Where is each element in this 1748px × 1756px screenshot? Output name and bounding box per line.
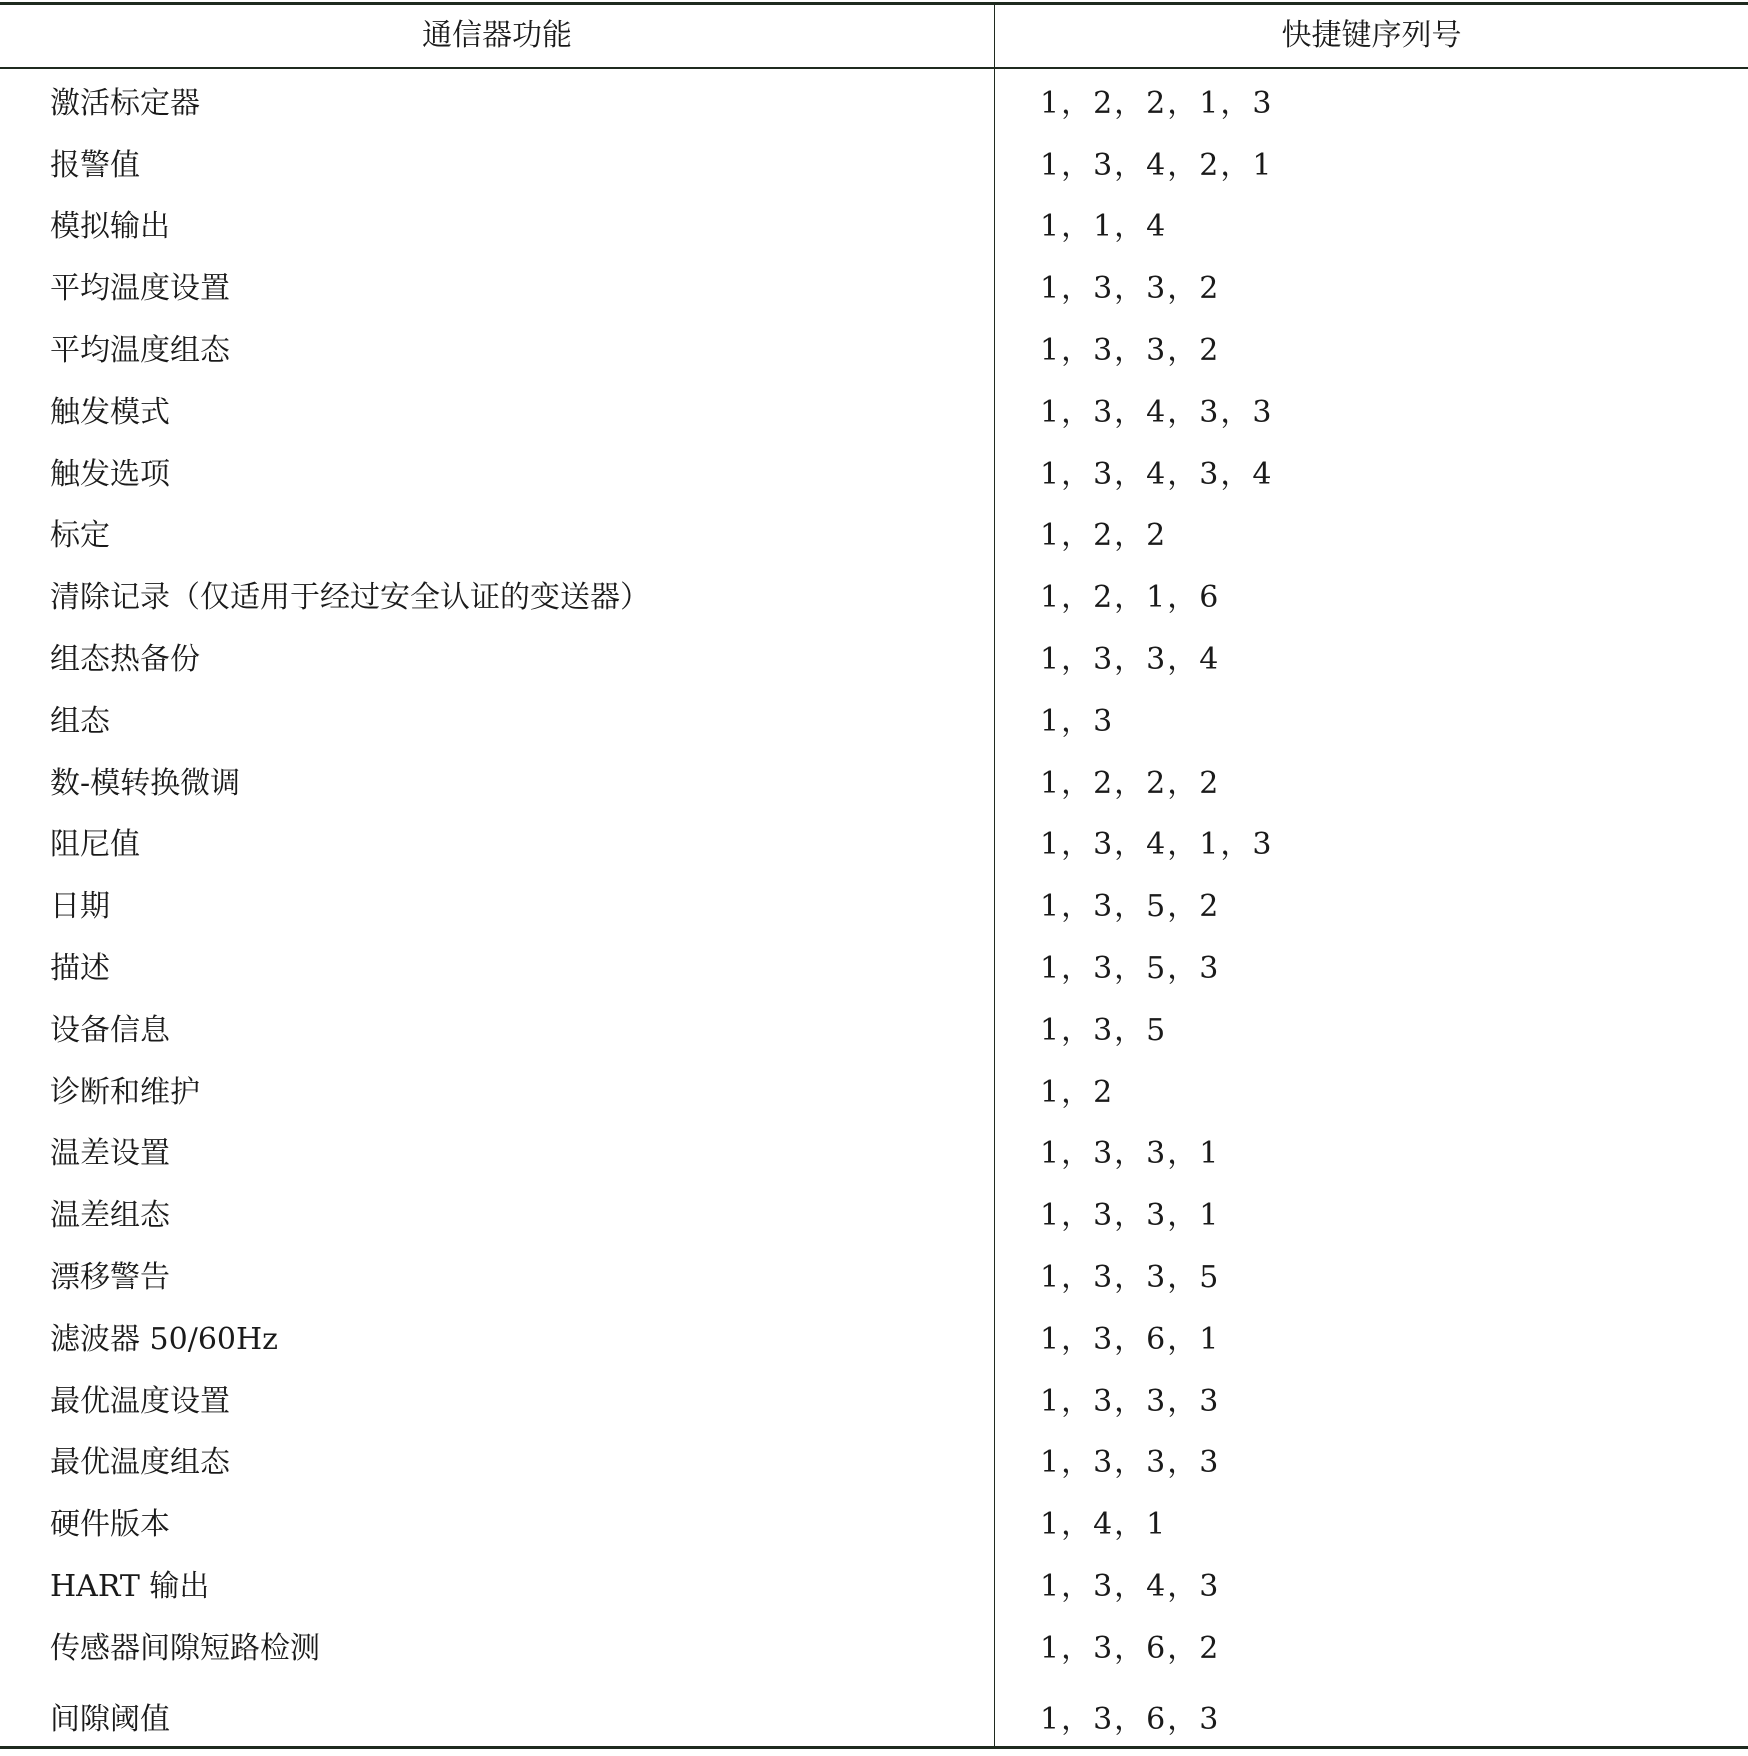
table-row <box>0 1305 1748 1367</box>
table-row <box>0 254 1748 316</box>
function-cell: 最优温度组态 <box>50 1445 230 1481</box>
shortcut-cell: 1，3，3，1 <box>1040 1136 1221 1172</box>
function-cell: 触发选项 <box>50 456 170 492</box>
shortcut-cell: 1，3，4，3，4 <box>1040 456 1274 492</box>
function-cell: 诊断和维护 <box>50 1074 200 1110</box>
shortcut-cell: 1，3，3，3 <box>1040 1445 1221 1481</box>
function-cell: 平均温度设置 <box>50 271 230 307</box>
function-cell: 温差设置 <box>50 1136 170 1172</box>
table-row <box>0 1243 1748 1305</box>
shortcut-cell: 1，2，2，1，3 <box>1040 85 1274 121</box>
function-cell: 滤波器 50/60Hz <box>50 1321 278 1357</box>
shortcut-cell: 1，3，6，3 <box>1040 1701 1221 1737</box>
table-row <box>0 1367 1748 1429</box>
table-row <box>0 1552 1748 1614</box>
shortcut-cell: 1，3，3，3 <box>1040 1383 1221 1419</box>
function-cell: 阻尼值 <box>50 827 140 863</box>
table-body <box>0 69 1748 1756</box>
shortcut-cell: 1，3，5，2 <box>1040 889 1221 925</box>
table-row <box>0 502 1748 564</box>
table-row <box>0 1676 1748 1756</box>
shortcut-cell: 1，2，2，2 <box>1040 765 1221 801</box>
table-row <box>0 687 1748 749</box>
function-cell: 组态 <box>50 703 110 739</box>
table-row <box>0 996 1748 1058</box>
shortcut-cell: 1，3，4，3 <box>1040 1569 1221 1605</box>
function-cell: 间隙阈值 <box>50 1701 170 1737</box>
table-row <box>0 440 1748 502</box>
table-row <box>0 563 1748 625</box>
function-cell: 激活标定器 <box>50 85 200 121</box>
table-row <box>0 872 1748 934</box>
table-row <box>0 1181 1748 1243</box>
table-row <box>0 1058 1748 1120</box>
table-row <box>0 934 1748 996</box>
table-row <box>0 193 1748 255</box>
shortcut-cell: 1，3，5，3 <box>1040 951 1221 987</box>
function-cell: 日期 <box>50 889 110 925</box>
function-cell: 报警值 <box>50 147 140 183</box>
table-row <box>0 378 1748 440</box>
shortcut-cell: 1，3，6，2 <box>1040 1630 1221 1666</box>
function-cell: HART 输出 <box>50 1569 210 1605</box>
shortcut-cell: 1，3，6，1 <box>1040 1321 1221 1357</box>
shortcut-cell: 1，3，3，5 <box>1040 1260 1221 1296</box>
shortcut-cell: 1，3，4，2，1 <box>1040 147 1274 183</box>
shortcut-cell: 1，3，4，1，3 <box>1040 827 1274 863</box>
function-cell: 模拟输出 <box>50 209 170 245</box>
shortcut-cell: 1，3，3，2 <box>1040 333 1221 369</box>
function-cell: 触发模式 <box>50 394 170 430</box>
function-cell: 组态热备份 <box>50 642 200 678</box>
shortcut-cell: 1，2，1，6 <box>1040 580 1221 616</box>
shortcut-cell: 1，4，1 <box>1040 1507 1168 1543</box>
table-row <box>0 1490 1748 1552</box>
shortcut-cell: 1，3，3，2 <box>1040 271 1221 307</box>
function-cell: 硬件版本 <box>50 1507 170 1543</box>
function-cell: 最优温度设置 <box>50 1383 230 1419</box>
shortcut-cell: 1，3，5 <box>1040 1012 1168 1048</box>
header-shortcut: 快捷键序列号 <box>1281 18 1462 53</box>
shortcut-cell: 1，3，4，3，3 <box>1040 394 1274 430</box>
shortcut-cell: 1，2，2 <box>1040 518 1168 554</box>
shortcut-cell: 1，2 <box>1040 1074 1115 1110</box>
shortcut-cell: 1，1，4 <box>1040 209 1168 245</box>
function-cell: 标定 <box>50 518 110 554</box>
table-row <box>0 316 1748 378</box>
header-function: 通信器功能 <box>422 18 572 53</box>
table-row <box>0 811 1748 873</box>
function-cell: 设备信息 <box>50 1012 170 1048</box>
table-row <box>0 1429 1748 1491</box>
shortcut-cell: 1，3 <box>1040 703 1115 739</box>
function-cell: 传感器间隙短路检测 <box>50 1630 320 1666</box>
table-row <box>0 131 1748 193</box>
table-row <box>0 749 1748 811</box>
function-cell: 平均温度组态 <box>50 333 230 369</box>
function-cell: 清除记录（仅适用于经过安全认证的变送器） <box>50 580 650 616</box>
shortcut-cell: 1，3，3，4 <box>1040 642 1221 678</box>
table-row <box>0 1120 1748 1182</box>
table-row <box>0 69 1748 131</box>
table-row <box>0 625 1748 687</box>
function-cell: 描述 <box>50 951 110 987</box>
function-cell: 数-模转换微调 <box>50 765 241 801</box>
shortcut-cell: 1，3，3，1 <box>1040 1198 1221 1234</box>
table-row <box>0 1614 1748 1676</box>
function-cell: 漂移警告 <box>50 1260 170 1296</box>
function-cell: 温差组态 <box>50 1198 170 1234</box>
